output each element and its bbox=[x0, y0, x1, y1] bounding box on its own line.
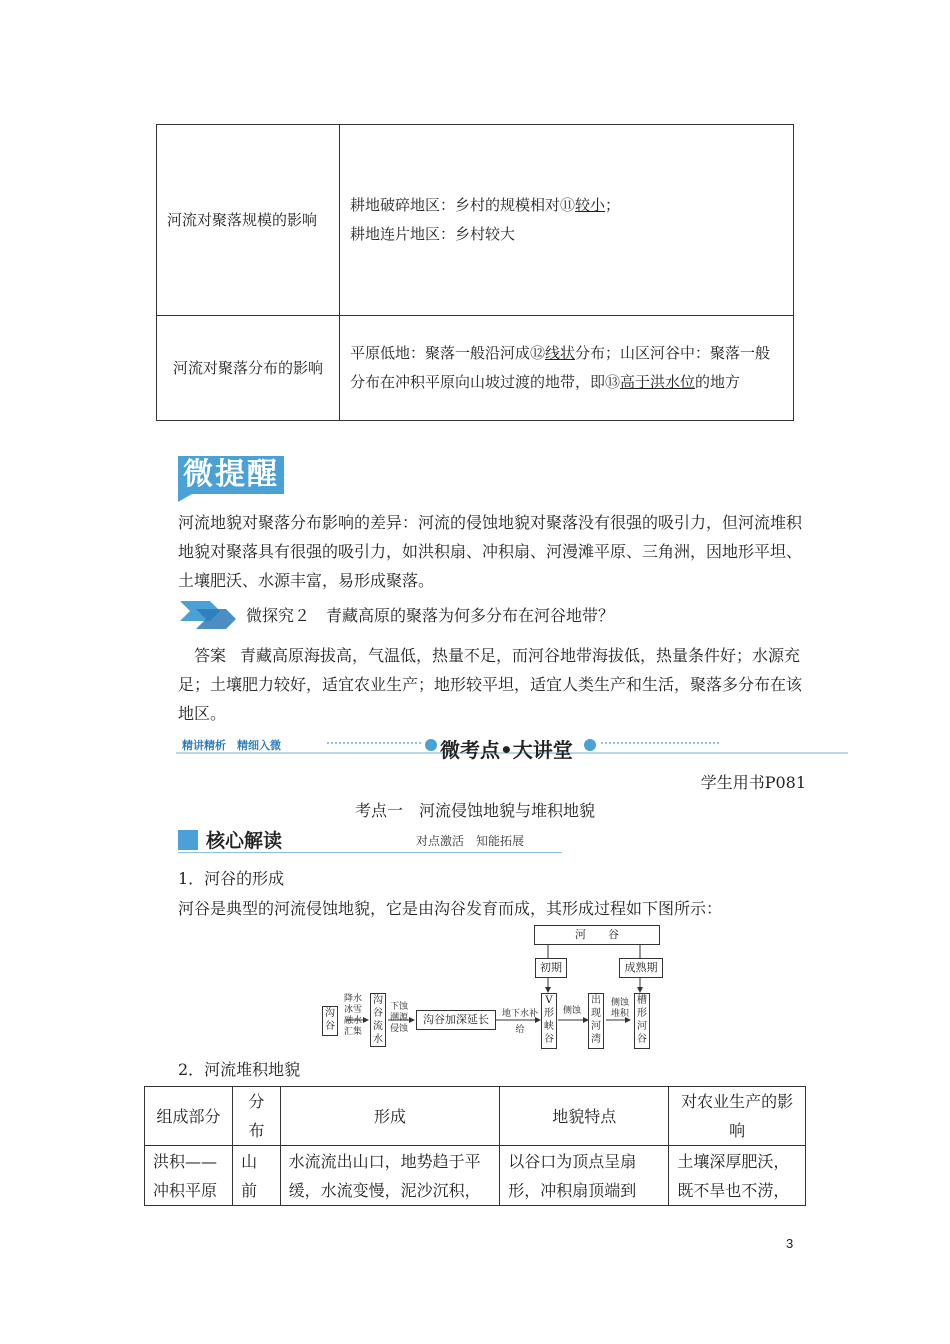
diagram-gully-flow: 沟谷流水 bbox=[370, 993, 386, 1047]
table-header: 对农业生产的影响 bbox=[669, 1087, 806, 1146]
table-cell-content: 耕地破碎地区：乡村的规模相对⑪较小； 耕地连片地区：乡村较大 bbox=[340, 125, 794, 316]
table-cell-label bbox=[157, 125, 340, 316]
tip-text: 河流地貌对聚落分布影响的差异：河流的侵蚀地貌对聚落没有很强的吸引力，但河流堆积地貌对聚落具有很强的吸引力，如洪积扇、冲积扇、河漫滩平原、三角洲，因地形平坦、土壤肥沃、水源丰富，易形成聚落。 bbox=[178, 513, 803, 590]
banner-dot-icon bbox=[424, 738, 438, 752]
table-row bbox=[145, 1146, 806, 1206]
explore-question: 微探究２ 青藏高原的聚落为何多分布在河谷地带？ bbox=[246, 606, 615, 625]
diagram-lateral-erosion: 侧蚀 bbox=[562, 1006, 581, 1016]
table-cell-content: 平原低地：聚落一般沿河成⑫线状分布；山区河谷中：聚落一般分布在冲积平原向山坡过渡的地带，即⑬高于洪水位的地方 bbox=[340, 316, 794, 421]
table-header-row bbox=[145, 1087, 806, 1146]
explore-arrow-icon bbox=[178, 597, 240, 631]
tip-badge: 微提醒 bbox=[178, 456, 284, 494]
core-underline bbox=[178, 852, 562, 853]
banner-title: 微考点•大讲堂 bbox=[440, 738, 573, 762]
diagram-deepen: 沟谷加深延长 bbox=[416, 1010, 496, 1030]
table-header: 形成 bbox=[280, 1087, 500, 1146]
table-cell: 水流流出山口，地势趋于平缓，水流变慢，泥沙沉积， bbox=[280, 1146, 500, 1206]
diagram-river-valley: 河 谷 bbox=[534, 925, 660, 945]
content-line: 耕地连片地区：乡村较大 bbox=[350, 225, 516, 243]
diagram-mature-stage: 成熟期 bbox=[619, 958, 663, 978]
answer-blank: 较小 bbox=[575, 196, 606, 214]
table-cell-label bbox=[157, 316, 340, 421]
banner-dots bbox=[600, 741, 720, 745]
diagram-early-stage: 初期 bbox=[535, 958, 567, 978]
core-square-icon bbox=[178, 830, 198, 850]
diagram-inputs: 降水冰雪融水汇集 bbox=[343, 994, 362, 1037]
answer-blank: 线状 bbox=[545, 344, 576, 362]
table-cell: 以谷口为顶点呈扇形，冲积扇顶端到 bbox=[500, 1146, 669, 1206]
core-subtitle: 对点激活 知能拓展 bbox=[416, 834, 525, 848]
settlement-table bbox=[156, 124, 794, 421]
diagram-erosion: 下蚀溯源侵蚀 bbox=[389, 1002, 408, 1034]
diagram-lateral-deposition: 侧蚀堆积 bbox=[610, 998, 629, 1019]
diagram-groundwater: 地下水补给 bbox=[501, 1009, 538, 1035]
row-label: 河流对聚落分布的影响 bbox=[172, 358, 323, 377]
row-label: 河流对聚落规模的影响 bbox=[167, 210, 318, 229]
table-cell: 土壤深厚肥沃，既不旱也不涝， bbox=[669, 1146, 806, 1206]
section-title: 考点一 河流侵蚀地貌与堆积地貌 bbox=[354, 801, 595, 820]
banner-left-text: 精讲精析 精细入微 bbox=[182, 739, 281, 752]
diagram-v-valley: V形峡谷 bbox=[541, 993, 557, 1049]
table-cell: 山前 bbox=[233, 1146, 281, 1206]
banner-dot-icon bbox=[583, 738, 597, 752]
book-reference: 学生用书P081 bbox=[700, 773, 806, 792]
answer-label: 答案 bbox=[194, 646, 227, 665]
page-number: 3 bbox=[786, 1236, 794, 1251]
banner-dots bbox=[326, 741, 422, 745]
diagram-gully: 沟谷 bbox=[322, 1006, 338, 1036]
diagram-trough-valley: 槽形河谷 bbox=[634, 993, 650, 1049]
diagram-river-bend: 出现河湾 bbox=[588, 993, 604, 1049]
answer-blank: 高于洪水位 bbox=[620, 373, 696, 391]
explore-answer: 答案 青藏高原海拔高，气温低，热量不足，而河谷地带海拔低，热量条件好；水源充足；土壤肥力较好，适宜农业生产；地形较平坦，适宜人类生产和生活，聚落多分布在该地区。 bbox=[178, 646, 803, 723]
table-header: 组成部分 bbox=[145, 1087, 233, 1146]
item1-heading: 1．河谷的形成 bbox=[178, 869, 285, 888]
tip-badge-tail bbox=[178, 494, 192, 502]
item2-heading: 2．河流堆积地貌 bbox=[178, 1060, 301, 1079]
table-header: 地貌特点 bbox=[500, 1087, 669, 1146]
item1-text: 河谷是典型的河流侵蚀地貌，它是由沟谷发育而成，其形成过程如下图所示： bbox=[178, 899, 723, 918]
core-title: 核心解读 bbox=[206, 830, 283, 852]
table-header: 分布 bbox=[233, 1087, 281, 1146]
deposition-table bbox=[144, 1086, 806, 1206]
table-cell: 洪积——冲积平原 bbox=[145, 1146, 233, 1206]
